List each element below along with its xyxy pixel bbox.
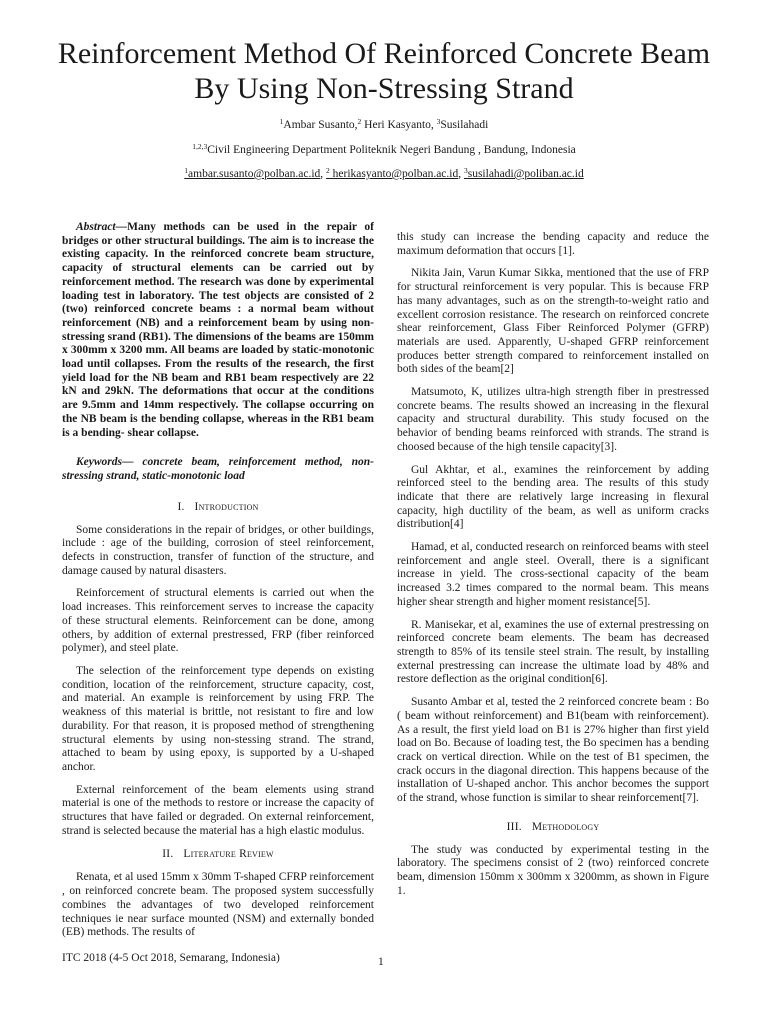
keywords-lead: Keywords [76, 456, 122, 469]
paragraph: Some considerations in the repair of bridges, or other buildings, include : age of the building, corrosion of steel reinforcement, defects in construction, transfer of function of the structure, and damage caused by natural disasters. [62, 523, 374, 577]
paragraph: Renata, et al used 15mm x 30mm T-shaped CFRP reinforcement , on reinforced concrete beam. The proposed system successfully combines the advantages of two developed reinforcement techniques ie near surface mounted (NSM) and externally bonded (EB) methods. The results of [62, 871, 374, 939]
paragraph: Reinforcement of structural elements is carried out when the load increases. This reinforcement serves to increase the capacity of these structural elements. Reinforcement can be done, among others, by addition of external prestressed, FRP (fiber reinforced polymer), and steel plate. [62, 587, 374, 655]
abstract [62, 221, 374, 440]
email-3-sup: 3 [463, 166, 468, 175]
email-2-sup: 2 [326, 166, 330, 175]
paragraph: Matsumoto, K, utilizes ultra-high strength fiber in prestressed concrete beams. The results showed an increasing in the flexural capacity and structural durability. This study focused on the behavior of bending beams reinforced with strands. The strand is choosed because of the high tensile capacity[3]. [397, 386, 709, 453]
email-1-sup: 1 [184, 166, 189, 175]
email-3-link[interactable] [464, 168, 584, 180]
keywords-text: — concrete beam, reinforcement method, non-stressing strand, static-monotonic load [62, 456, 374, 482]
affiliation-sup: 1,2,3 [192, 142, 208, 151]
email-3: susilahadi@poliban.ac.id [467, 168, 584, 180]
author-3-sup: 3 [436, 117, 441, 126]
email-list [0, 167, 768, 182]
footer-conference: ITC 2018 (4-5 Oct 2018, Semarang, Indonesia) [62, 952, 280, 964]
abstract-lead: Abstract [76, 221, 116, 233]
section-title: Methodology [531, 820, 600, 833]
affiliation-text: Civil Engineering Department Politeknik Negeri Bandung , Bandung, Indonesia [207, 144, 576, 156]
paragraph: Gul Akhtar, et al., examines the reinforcement by adding reinforced steel to the bending area. The results of this study indicate that there are relatively large increasing in flexural capacity, high ductility of the beam, as well as uniform cracks distribution[4] [397, 463, 709, 531]
page-number: 1 [378, 956, 384, 968]
author-1-sup: 1 [279, 117, 284, 126]
paragraph: The selection of the reinforcement type depends on existing condition, location of the reinforcement, structure capacity, cost, and material. An example is reinforcement by using FRP. The weakness of this material is brittle, not resistant to fire and low durability. For that reason, it is proposed method of strengthening structural elements by using non-stessing strand. The strand, attached to beam by using epoxy, is supported by a U-shaped anchor. [62, 664, 374, 773]
right-column [397, 231, 709, 908]
section-number: I. [177, 500, 185, 513]
email-1-link[interactable] [184, 168, 320, 180]
author-list [0, 118, 768, 133]
keywords [62, 456, 374, 483]
paragraph: Susanto Ambar et al, tested the 2 reinforced concrete beam : Bo ( beam without reinforcement) and B1(beam with reinforcement). As a result, the first yield load on B1 is 27% higher than first yield load on Bo. Because of loading test, the Bo specimen has a bending crack on vertical direction. While on the test of B1 specimen, the crack occurs in the diagonal direction. This happens because of the installation of U-shaped anchor. This anchor becomes the support of the strand, whose function is similar to shear reinforcement[7]. [397, 696, 709, 805]
email-2-link[interactable] [326, 168, 458, 180]
section-title: Introduction [194, 500, 259, 513]
section-heading-introduction [62, 500, 374, 514]
section-number: III. [506, 820, 522, 833]
email-1: ambar.susanto@polban.ac.id [188, 168, 321, 180]
email-separator-2: , [458, 168, 464, 180]
section-heading-literature-review [62, 847, 374, 861]
author-3: Susilahadi [440, 119, 489, 131]
author-2: Heri Kasyanto, [361, 119, 437, 131]
author-2-sup: 2 [357, 117, 362, 126]
section-title: Literature Review [183, 848, 274, 861]
paragraph: The study was conducted by experimental testing in the laboratory. The specimens consist of 2 (two) reinforced concrete beam, dimension 150mm x 300mm x 3200mm, as shown in Figure 1. [397, 843, 709, 897]
paragraph: Hamad, et al, conducted research on reinforced beams with steel reinforcement and angle steel. Overall, there is a significant increase in yield. The cross-sectional capacity of the beam increased 3.2 times compared to the normal beam. This means higher shear strength and higher moment resistance[5]. [397, 541, 709, 608]
email-separator-1: , [320, 168, 327, 180]
section-number: II. [162, 848, 174, 861]
paragraph: R. Manisekar, et al, examines the use of external prestressing on reinforced concrete beam elements. The beam has decreased strength to 85% of its tensile steel strain. The result, by installing external prestressing can increase the ultimate load by 48% and restore deflection as the original condition[6]. [397, 618, 709, 686]
section-heading-methodology [397, 820, 709, 834]
affiliation [0, 143, 768, 158]
paragraph: Nikita Jain, Varun Kumar Sikka, mentioned that the use of FRP for structural reinforcement is very popular. This is because FRP has many advantages, such as on the strength-to-weight ratio and excellent corrosion resistance. The research on reinforced concrete shear reinforcement, Glass Fiber Reinforced Polymer (GFRP) materials are used. Apparently, U-shaped GFRP reinforcement produces better strength compared to reinforcement installed on both sides of the beam[2] [397, 267, 709, 376]
email-2: herikasyanto@polban.ac.id [329, 168, 459, 180]
author-1: Ambar Susanto, [283, 119, 358, 131]
paper-title: Reinforcement Method Of Reinforced Concrete Beam By Using Non-Stressing Strand [57, 37, 711, 105]
paragraph: this study can increase the bending capacity and reduce the maximum deformation that occurs [1]. [397, 231, 709, 257]
abstract-text: —Many methods can be used in the repair of bridges or other structural buildings. The aim is to increase the existing capacity. In the reinforced concrete beam structure, capacity of structural elements can be carried out by reinforcement method. The research was done by experimental loading test in laboratory. The test objects are consisted of 2 (two) reinforced concrete beams : a normal beam without reinforcement (NB) and a reinforcement beam by using non-stressing srand (RB1). The dimensions of the beams are 150mm x 300mm x 3200 mm. All beams are loaded by static-monotonic load until collapses. From the results of the research, the first yield load for the NB beam and RB1 beam respectively are 22 kN and 29kN. The deformations that occur at the conditions are 9.5mm and 14mm respectively. The collapse occurring on the NB beam is the bending collapse, whereas in the RB1 beam is a bending- shear collapse. [62, 221, 374, 439]
paragraph: External reinforcement of the beam elements using strand material is one of the methods to restore or increase the capacity of structures that have failed or degraded. On external reinforcement, strand is selected because the material has a high elastic modulus. [62, 783, 374, 837]
left-column [62, 221, 374, 949]
